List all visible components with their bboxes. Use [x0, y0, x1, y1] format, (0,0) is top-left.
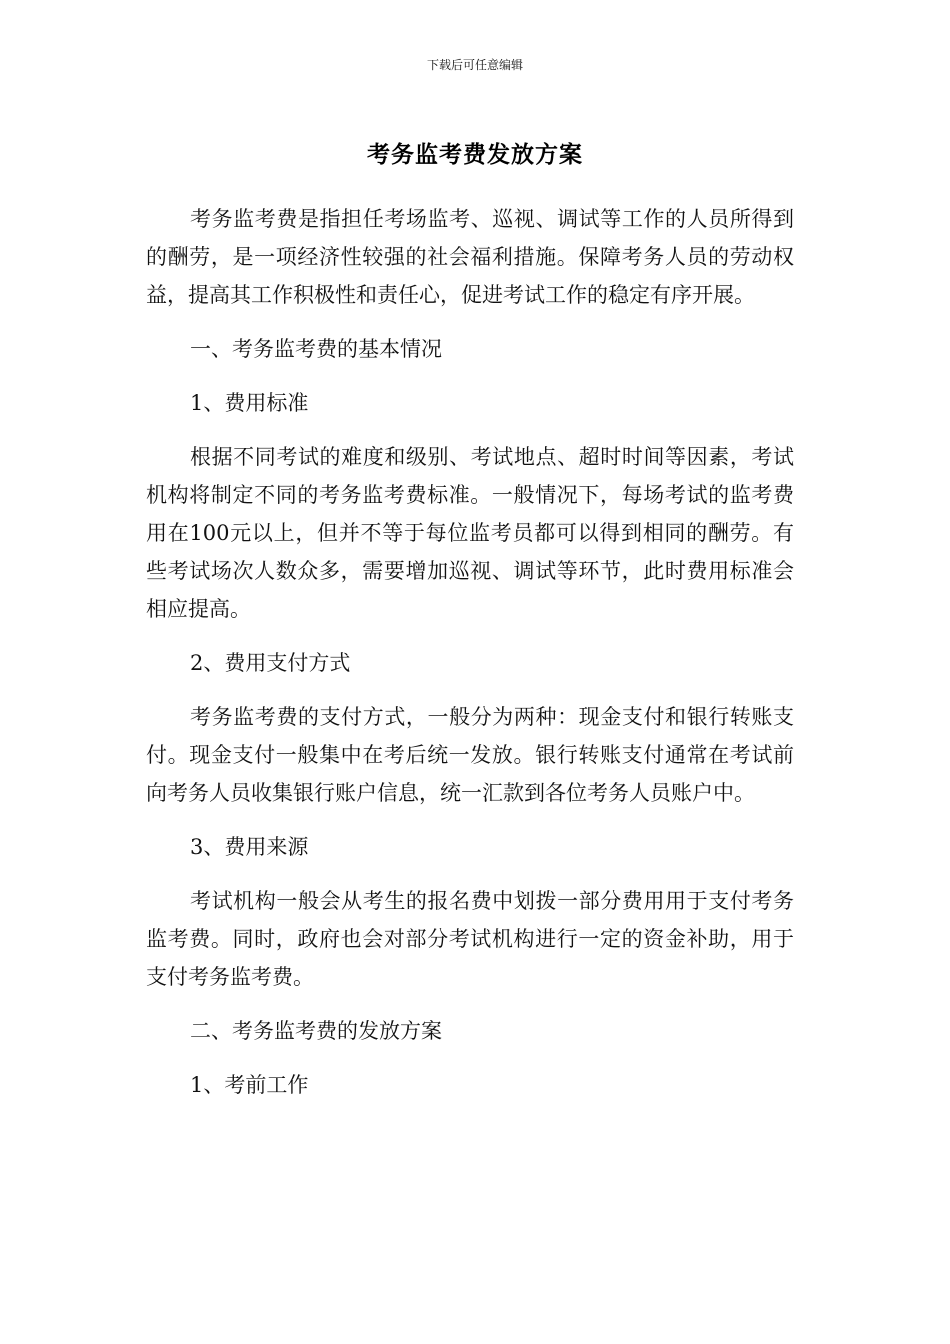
paragraph-fee-source: 考试机构一般会从考生的报名费中划拨一部分费用用于支付考务监考费。同时，政府也会对部分考试机构进行一定的资金补助，用于支付考务监考费。 — [146, 889, 794, 989]
subsection-heading-fee-standard: 1、费用标准 — [190, 391, 309, 415]
subsection-heading-payment-method: 2、费用支付方式 — [190, 651, 351, 675]
paragraph-fee-standard: 根据不同考试的难度和级别、考试地点、超时时间等因素，考试机构将制定不同的考务监考费标准。一般情况下，每场考试的监考费用在100元以上，但并不等于每位监考员都可以得到相同的酬劳。有些考试场次人数众多，需要增加巡视、调试等环节，此时费用标准会相应提高。 — [146, 445, 794, 621]
document-title: 考务监考费发放方案 — [367, 142, 583, 168]
paragraph-intro: 考务监考费是指担任考场监考、巡视、调试等工作的人员所得到的酬劳，是一项经济性较强的社会福利措施。保障考务人员的劳动权益，提高其工作积极性和责任心，促进考试工作的稳定有序开展。 — [146, 207, 794, 307]
document-body — [146, 200, 794, 1120]
subsection-heading-fee-source: 3、费用来源 — [190, 835, 309, 859]
paragraph-payment-method: 考务监考费的支付方式，一般分为两种：现金支付和银行转账支付。现金支付一般集中在考后统一发放。银行转账支付通常在考试前向考务人员收集银行账户信息，统一汇款到各位考务人员账户中。 — [146, 705, 794, 805]
subsection-heading-pre-exam: 1、考前工作 — [190, 1073, 309, 1097]
page-header: 下载后可任意编辑 — [426, 58, 523, 72]
section-heading-1: 一、考务监考费的基本情况 — [190, 337, 442, 361]
section-heading-2: 二、考务监考费的发放方案 — [190, 1019, 442, 1043]
